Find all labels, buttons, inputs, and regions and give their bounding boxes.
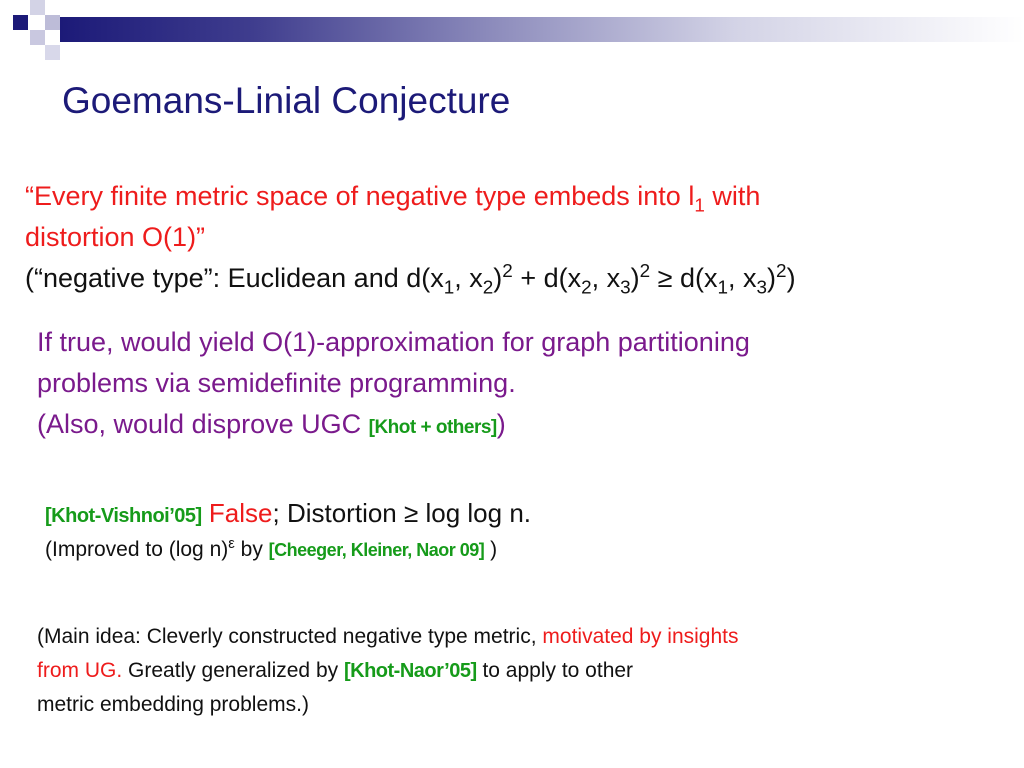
- result-line: [Khot-Vishnoi’05] False; Distortion ≥ log log n.: [45, 498, 532, 528]
- citation-khot-others: [Khot + others]: [368, 417, 497, 438]
- negative-type-definition: (“negative type”: Euclidean and $d(x_1$, $x_2)^2 + d(x_2$, $x_3)^2 \ge d(x_1$, $x_3)^2$): [25, 261, 796, 299]
- main-idea-line-1: (Main idea: Cleverly constructed negative type metric, motivated by insights: [37, 625, 739, 648]
- deco-square: [45, 15, 60, 30]
- main-idea-line-3: metric embedding problems.): [37, 693, 309, 716]
- consequence-block: [37, 322, 750, 445]
- slide-title: Goemans-Linial Conjecture: [62, 80, 511, 121]
- deco-square: [13, 15, 28, 30]
- citation-cheeger-kleiner-naor: [Cheeger, Kleiner, Naor 09]: [268, 540, 485, 560]
- conjecture-line-1: “Every finite metric space of negative type embeds into $l_1$ with: [25, 181, 761, 217]
- conjecture-block: [25, 176, 796, 299]
- deco-square: [30, 30, 45, 45]
- improved-line: (Improved to (log n)$^\varepsilon$ by [Cheeger, Kleiner, Naor 09] ): [45, 536, 498, 561]
- false-word: False: [201, 498, 273, 528]
- main-idea-block: [37, 620, 739, 722]
- deco-square: [30, 0, 45, 15]
- conjecture-line-2: distortion O(1)”: [25, 222, 206, 252]
- citation-khot-naor: [Khot-Naor’05]: [343, 660, 477, 682]
- citation-khot-vishnoi: [Khot-Vishnoi’05]: [45, 505, 202, 527]
- result-block: [45, 494, 531, 568]
- consequence-line-2: problems via semidefinite programming.: [37, 368, 516, 398]
- header-gradient-bar: [60, 17, 1024, 42]
- main-idea-line-2: from UG. Greatly generalized by [Khot-Naor’05] to apply to other: [37, 659, 634, 682]
- deco-square: [45, 45, 60, 60]
- consequence-line-3: (Also, would disprove UGC [Khot + others]): [37, 409, 506, 439]
- consequence-line-1: If true, would yield O(1)-approximation for graph partitioning: [37, 327, 750, 357]
